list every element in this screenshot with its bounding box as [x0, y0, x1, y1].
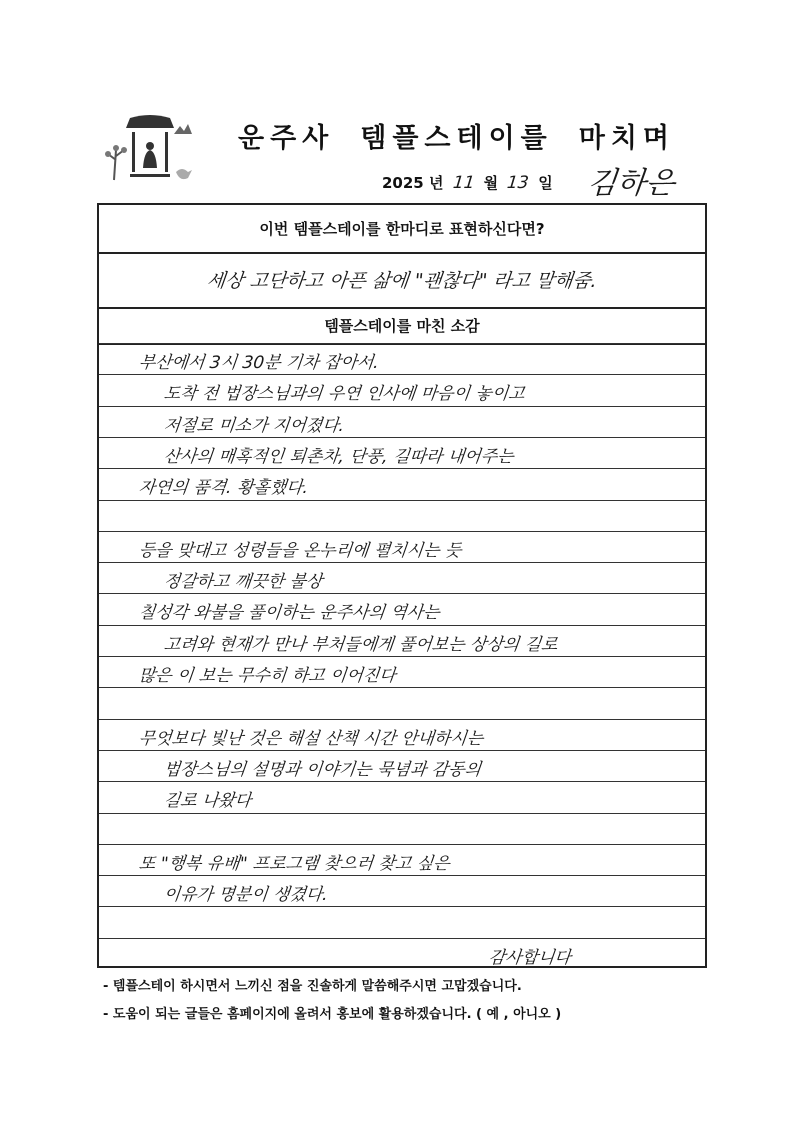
ruled-line — [99, 844, 705, 845]
ruled-line — [99, 938, 705, 939]
ruled-line — [99, 500, 705, 501]
ruled-line — [99, 437, 705, 438]
ruled-line — [99, 781, 705, 782]
title-ending: 마치며 — [578, 123, 675, 154]
handwritten-line: 이유가 명분이 생겼다. — [162, 885, 329, 906]
question-one-heading: 이번 템플스테이를 한마디로 표현하신다면? — [99, 205, 705, 254]
handwritten-line: 저절로 미소가 지어졌다. — [162, 415, 346, 436]
ruled-line — [99, 656, 705, 657]
ruled-line — [99, 343, 705, 344]
page-title — [238, 116, 701, 155]
date-day-unit: 일 — [538, 174, 553, 192]
handwritten-line: 정갈하고 깨끗한 불상 — [162, 572, 324, 593]
ruled-line — [99, 625, 705, 626]
note-1: - 템플스테이 하시면서 느끼신 점을 진솔하게 말씀해주시면 고맙겠습니다. — [103, 979, 522, 994]
ruled-line — [99, 562, 705, 563]
handwritten-line: 도착 전 법장스님과의 우연 인사에 마음이 놓이고 — [162, 384, 526, 405]
ruled-line — [99, 593, 705, 594]
handwritten-line: 길로 나왔다 — [162, 791, 253, 812]
date-year-unit: 년 — [428, 174, 444, 192]
ruled-line — [99, 906, 705, 907]
handwritten-line: 고려와 현재가 만나 부처들에게 풀어보는 상상의 길로 — [162, 634, 559, 655]
temple-logo-icon — [100, 110, 200, 190]
answer-one-text: 세상 고단하고 아픈 삶에 "괜찮다" 라고 말해줌. — [205, 270, 599, 292]
handwritten-line: 또 "행복 유배" 프로그램 찾으러 찾고 싶은 — [137, 853, 451, 874]
ruled-line — [99, 374, 705, 375]
handwritten-line: 무엇보다 빛난 것은 해설 산책 시간 안내하시는 — [137, 728, 485, 749]
ruled-line — [99, 687, 705, 688]
ruled-line — [99, 406, 705, 407]
title-temple: 운주사 — [238, 123, 335, 154]
handwritten-line: 칠성각 와불을 풀이하는 운주사의 역사는 — [137, 603, 441, 624]
feedback-form — [97, 203, 707, 968]
signature-text: 감사합니다 — [487, 947, 572, 968]
participant-name: 김하은 — [585, 166, 677, 201]
ruled-line — [99, 531, 705, 532]
ruled-line — [99, 719, 705, 720]
handwritten-line: 부산에서 3시 30분 기차 잡아서. — [137, 353, 380, 373]
title-templestay: 템플스테이를 — [360, 123, 553, 154]
handwritten-line: 많은 이 보는 무수히 하고 이어진다 — [137, 666, 397, 686]
handwritten-line: 자연의 품격. 황홀했다. — [137, 478, 310, 499]
ruled-line — [99, 750, 705, 751]
ruled-line — [99, 875, 705, 876]
date-month: 11 — [451, 173, 476, 193]
date-day: 13 — [506, 173, 531, 193]
ruled-line — [99, 813, 705, 814]
handwritten-line: 등을 맞대고 성령들을 온누리에 펼치시는 듯 — [137, 540, 463, 561]
answer-one — [99, 252, 705, 309]
handwritten-line: 산사의 매혹적인 퇴촌차, 단풍, 길따라 내어주는 — [162, 446, 515, 467]
date-field — [382, 172, 553, 193]
note-2: - 도움이 되는 글들은 홈페이지에 올려서 홍보에 활용하겠습니다. ( 예 , 아니오 ) — [103, 1007, 562, 1022]
date-month-unit: 월 — [483, 174, 499, 192]
ruled-line — [99, 468, 705, 469]
date-year: 2025 — [382, 174, 424, 192]
question-two-heading: 템플스테이를 마친 소감 — [99, 307, 705, 345]
handwritten-line: 법장스님의 설명과 이야기는 묵념과 감동의 — [162, 759, 483, 780]
